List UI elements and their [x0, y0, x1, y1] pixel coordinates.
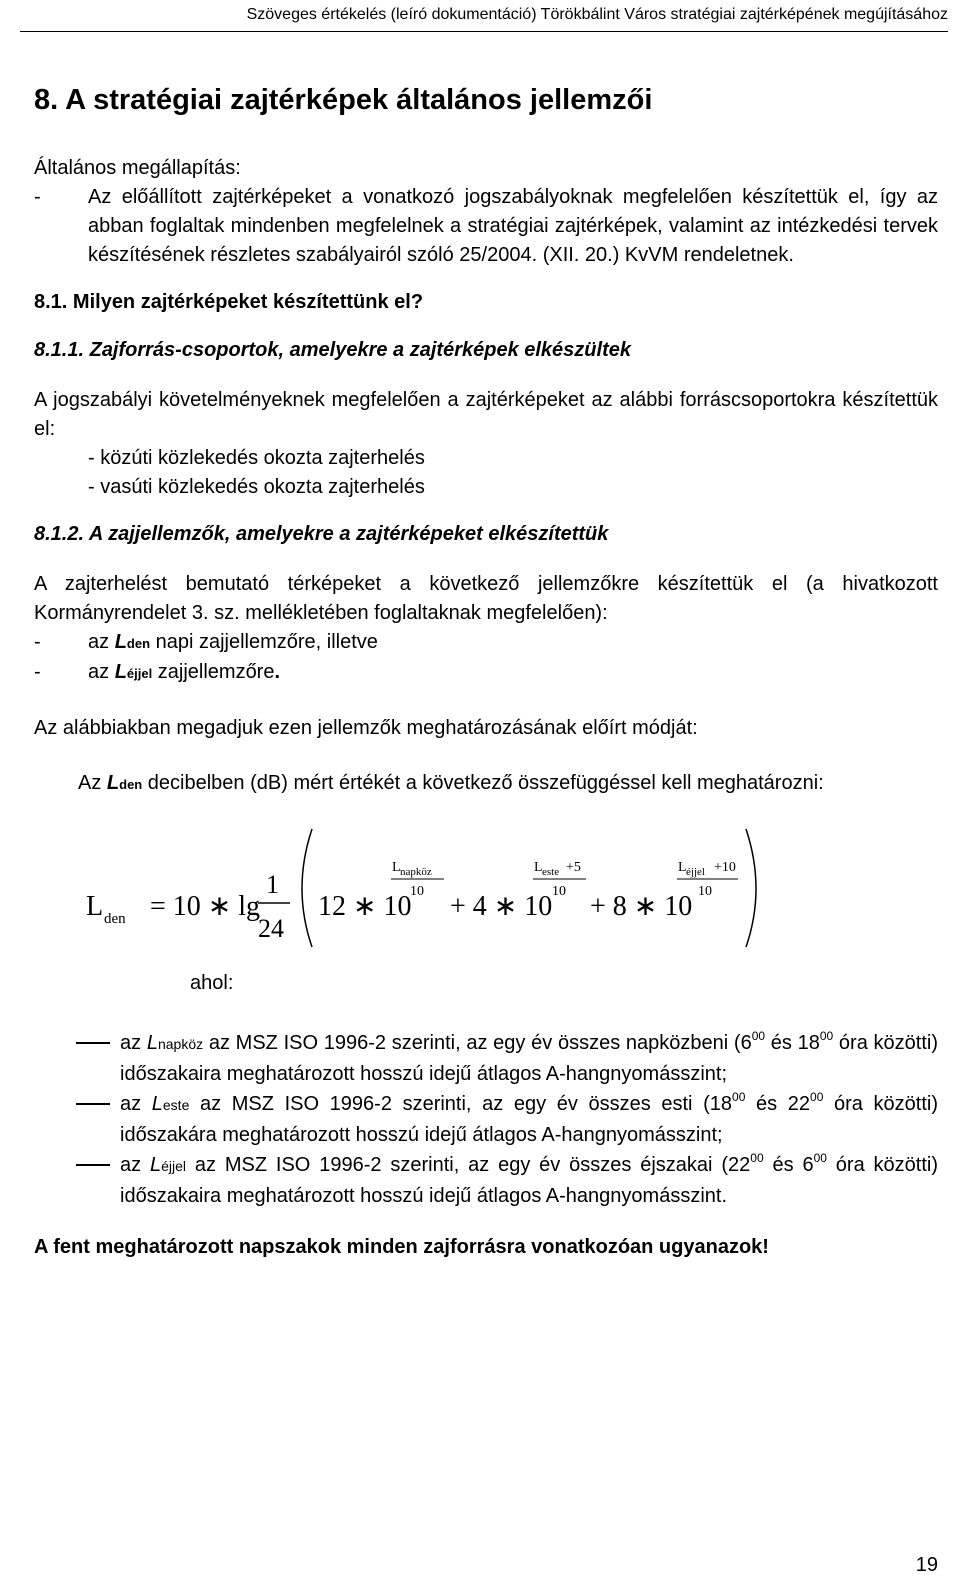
indicator-post: zajjellemzőre [152, 661, 275, 683]
section-8-1-title: 8.1. Milyen zajtérképeket készítettünk el? [34, 291, 424, 313]
lden-formula [34, 819, 938, 949]
def-pre: az [120, 1093, 152, 1115]
formula-lhs: L [86, 891, 104, 922]
lden-post: decibelben (dB) mért értékét a következő összefüggéssel kell meghatározni: [142, 772, 824, 794]
section-8-title: 8. A stratégiai zajtérképek általános jellemzői [34, 84, 653, 116]
indicator-end: . [274, 661, 281, 683]
page-content [34, 82, 938, 1261]
formula-exp2-den: 10 [552, 884, 566, 899]
indicator-list [34, 628, 938, 688]
def-sup: 00 [750, 1151, 764, 1165]
l-symbol: L [149, 1154, 162, 1176]
running-header: Szöveges értékelés (leíró dokumentáció) Törökbálint Város stratégiai zajtérképének megújításához [246, 6, 948, 23]
l-symbol: L [151, 1093, 163, 1115]
definition-item-ejjel [34, 1150, 938, 1211]
indicator-item-lejjel [34, 658, 938, 688]
formula-lhs-sub: den [104, 911, 126, 927]
formula-eq: = 10 ∗ lg [150, 891, 261, 922]
formula-exp2-add: +5 [566, 860, 581, 875]
section-8-1-1-title: 8.1.1. Zajforrás-csoportok, amelyekre a zajtérképek elkészültek [34, 339, 631, 361]
formula-exp3-den: 10 [698, 884, 712, 899]
intro-list [34, 183, 938, 270]
intro-label: Általános megállapítás: [34, 157, 241, 179]
def-text: és 22 [745, 1093, 811, 1115]
indicator-pre: az [88, 631, 115, 653]
where-label: ahol: [190, 972, 234, 994]
page-number: 19 [915, 1554, 938, 1576]
definition-list [34, 1028, 938, 1211]
em-dash [76, 1164, 110, 1166]
intro-list-item [34, 183, 938, 270]
definition-item-este [34, 1089, 938, 1150]
def-text: az MSZ ISO 1996-2 szerinti, az egy év összes éjszakai (22 [186, 1154, 751, 1176]
def-pre: az [120, 1154, 150, 1176]
l-subscript: napköz [157, 1036, 204, 1052]
def-sup: 00 [813, 1151, 827, 1165]
l-subscript: éjjel [161, 1158, 187, 1174]
formula-exp3-sym: L [678, 860, 687, 875]
indicator-pre: az [88, 661, 115, 683]
em-dash [76, 1103, 110, 1105]
header-rule [20, 31, 948, 32]
formula-frac-den: 24 [258, 914, 284, 943]
closing-statement: A fent meghatározott napszakok minden zajforrásra vonatkozóan ugyanazok! [34, 1236, 769, 1258]
formula-exp3-add: +10 [714, 860, 736, 875]
l-subscript: éjjel [126, 666, 153, 681]
l-subscript: este [162, 1097, 190, 1113]
def-pre: az [120, 1032, 147, 1054]
def-sup: 00 [819, 1029, 834, 1043]
section-8-1-1-paragraph: A jogszabályi követelményeknek megfelelően a zajtérképeket az alábbi forráscsoportokra készítettük el: [34, 389, 938, 440]
formula-exp2-sym: L [534, 860, 543, 875]
source-item-road: - közúti közlekedés okozta zajterhelés [88, 447, 425, 469]
formula-coef3: + 8 ∗ 10 [590, 891, 693, 922]
lden-definition [34, 769, 938, 799]
l-subscript: den [126, 636, 151, 651]
def-text: és 6 [763, 1154, 814, 1176]
section-8-1-2-paragraph: A zajterhelést bemutató térképeket a következő jellemzőkre készítettük el (a hivatkozott Kormányrendelet 3. sz. mellékletében foglaltaknak megfelelően): [34, 573, 938, 624]
formula-left-paren [302, 829, 312, 947]
l-symbol: L [146, 1032, 158, 1054]
formula-exp2-sub: este [542, 866, 560, 878]
lden-pre: Az [78, 772, 107, 794]
em-dash [76, 1042, 110, 1044]
def-text: óra közötti) időszakára meghatározott hosszú idejű átlagos A-hangnyomásszint; [120, 1093, 939, 1146]
formula-svg [86, 819, 766, 949]
indicator-item-lden [34, 628, 938, 658]
def-sup: 00 [732, 1090, 746, 1104]
formula-coef1: 12 ∗ 10 [318, 891, 412, 922]
def-text: az MSZ ISO 1996-2 szerinti, az egy év összes esti (18 [189, 1093, 733, 1115]
def-sup: 00 [751, 1029, 766, 1043]
l-symbol: L [114, 661, 127, 683]
def-sup: 00 [810, 1090, 824, 1104]
formula-coef2: + 4 ∗ 10 [450, 891, 553, 922]
list-dash: - [34, 631, 41, 653]
l-subscript: den [119, 777, 143, 792]
intro-dash: - [34, 186, 41, 208]
l-symbol: L [106, 772, 120, 794]
definition-item-napkoz [34, 1028, 938, 1089]
indicator-post: napi zajjellemzőre, illetve [150, 631, 378, 653]
section-8-1-2-title: 8.1.2. A zajjellemzők, amelyekre a zajtérképeket elkészítettük [34, 523, 609, 545]
def-text: és 18 [765, 1032, 820, 1054]
source-item-rail: - vasúti közlekedés okozta zajterhelés [88, 476, 425, 498]
formula-exp1-sym: L [392, 860, 401, 875]
list-dash: - [34, 661, 41, 683]
intro-text: Az előállított zajtérképeket a vonatkozó jogszabályoknak megfelelően készítettük el, így az abban foglaltak mindenben megfelelnek a stratégiai zajtérképek, valamint az intézkedési tervek készítésének részletes szabályairól szóló 25/2004. (XII. 20.) KvVM rendeletnek. [88, 186, 938, 266]
formula-exp1-den: 10 [410, 884, 424, 899]
formula-frac-num: 1 [266, 870, 279, 899]
formula-exp3-sub: éjjel [686, 866, 705, 878]
def-text: óra közötti) időszakaira meghatározott hosszú idejű átlagos A-hangnyomásszint. [120, 1154, 939, 1207]
l-symbol: L [114, 631, 127, 653]
formula-right-paren [746, 829, 756, 947]
method-intro: Az alábbiakban megadjuk ezen jellemzők meghatározásának előírt módját: [34, 717, 698, 739]
formula-exp1-sub: napköz [400, 866, 432, 878]
def-text: óra közötti) időszakaira meghatározott hosszú idejű átlagos A-hangnyomásszint; [120, 1032, 939, 1085]
def-text: az MSZ ISO 1996-2 szerinti, az egy év összes napközbeni (6 [203, 1032, 752, 1054]
